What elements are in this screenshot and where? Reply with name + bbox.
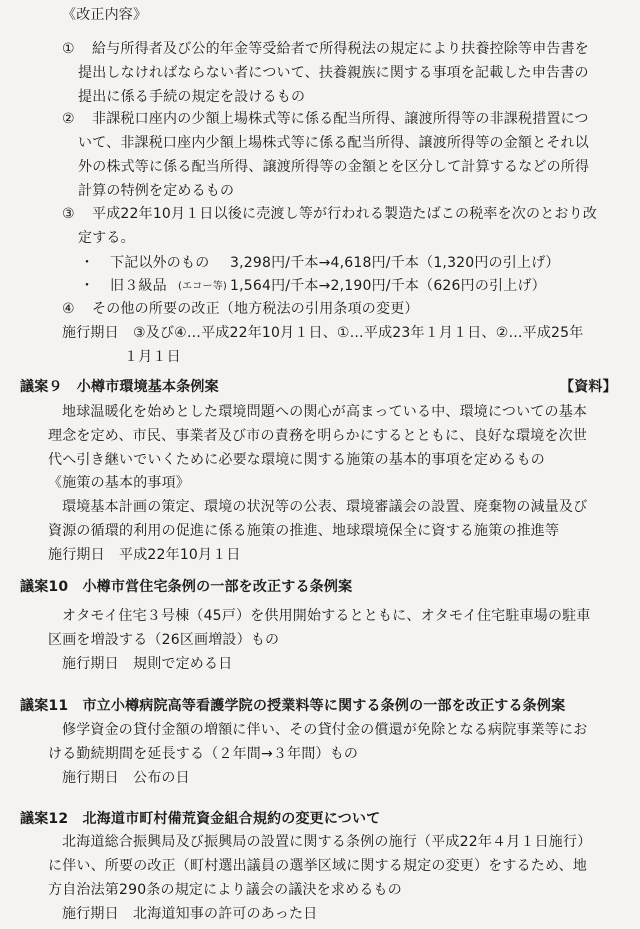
bill12-title: 議案12 北海道市町村備荒資金組合規約の変更について [20,811,381,827]
rate-2-label: 旧３級品 [110,278,167,294]
bill9-line-2: 理念を定め、市民、事業者及び市の責務を明らかにするとともに、良好な環境を次世 [48,428,588,444]
bill9-sub-line-1: 環境基本計画の策定、環境の状況等の公表、環境審議会の設置、廃棄物の減量及び [62,499,588,515]
bill10-title: 議案10 小樽市営住宅条例の一部を改正する条例案 [20,579,353,595]
item-2-line-4: 計算の特例を定めるもの [78,183,235,199]
item-2-line-1: 非課税口座内の少額上場株式等に係る配当所得、譲渡所得等の非課税措置につ [92,111,589,127]
bill9-sub-heading: 《施策の基本的事項》 [48,475,190,491]
item-3-marker: ③ [62,206,75,222]
bill9-effective: 施行期日 平成22年10月１日 [48,547,241,563]
bill9-line-1: 地球温暖化を始めとした環境問題への関心が高まっている中、環境についての基本 [62,404,588,420]
rate-2-value: 1,564円/千本→2,190円/千本（626円の引上げ） [230,278,546,294]
item-3-line-1: 平成22年10月１日以後に売渡し等が行われる製造たばこの税率を次のとおり改 [92,206,598,222]
bill9-line-3: 代へ引き継いでいくために必要な環境に関する施策の基本的事項を定めるもの [48,452,545,468]
item-3-line-2: 定する。 [78,230,135,246]
bill11-effective: 施行期日 公布の日 [62,770,190,786]
bill10-line-2: 区画を増設する（26区画増設）もの [48,632,280,648]
bill11-title: 議案11 市立小樽病院高等看護学院の授業料等に関する条例の一部を改正する条例案 [20,698,566,714]
bill11-line-2: ける勤続期間を延長する（２年間→３年間）もの [48,746,359,762]
bill9-tag: 【資料】 [560,379,617,395]
item-1-line-3: 提出に係る手続の規定を設けるもの [78,89,306,105]
bill12-line-1: 北海道総合振興局及び振興局の設置に関する条例の施行（平成22年４月１日施行） [62,834,592,850]
item-2-line-2: いて、非課税口座内少額上場株式等に係る配当所得、譲渡所得等の金額とそれ以 [78,135,589,151]
item-4-marker: ④ [62,301,75,317]
bill10-line-1: オタモイ住宅３号棟（45戸）を供用開始するとともに、オタモイ住宅駐車場の駐車 [62,608,591,624]
bill12-line-2: に伴い、所要の改正（町村選出議員の選挙区域に関する規定の変更）をするため、地 [48,858,588,874]
item-2-line-3: 外の株式等に係る配当所得、譲渡所得等の金額とを区分して計算するなどの所得 [78,159,590,175]
item-1-line-1: 給与所得者及び公的年金等受給者で所得税法の規定により扶養控除等申告書を [92,41,589,57]
bill10-effective: 施行期日 規則で定める日 [62,656,233,672]
bill12-effective: 施行期日 北海道知事の許可のあった日 [62,906,318,922]
revision-effective-line-1: 施行期日 ③及び④…平成22年10月１日、①…平成23年１月１日、②…平成25年 [62,325,584,341]
revision-effective-line-2: １月１日 [124,349,181,365]
rate-2-note: (エコー等) [178,281,228,292]
bill11-line-1: 修学資金の貸付金額の増額に伴い、その貸付金の償還が免除となる病院事業等にお [62,722,588,738]
item-1-marker: ① [62,41,75,57]
item-1-line-2: 提出しなければならない者について、扶養親族に関する事項を記載した申告書の [78,65,589,81]
item-2-marker: ② [62,111,75,127]
bill9-title: 議案９ 小樽市環境基本条例案 [20,379,219,395]
revision-heading: 《改正内容》 [62,7,148,23]
bill12-line-3: 方自治法第290条の規定により議会の議決を求めるもの [48,882,402,898]
rate-1-label: 下記以外のもの [110,255,210,271]
rate-2-bullet: ・ [80,278,95,294]
rate-1-bullet: ・ [80,255,95,271]
rate-1-value: 3,298円/千本→4,618円/千本（1,320円の引上げ） [230,255,560,271]
bill9-sub-line-2: 資源の循環的利用の促進に係る施策の推進、地球環境保全に資する施策の推進等 [48,523,560,539]
item-4-text: その他の所要の改正（地方税法の引用条項の変更） [92,301,419,317]
